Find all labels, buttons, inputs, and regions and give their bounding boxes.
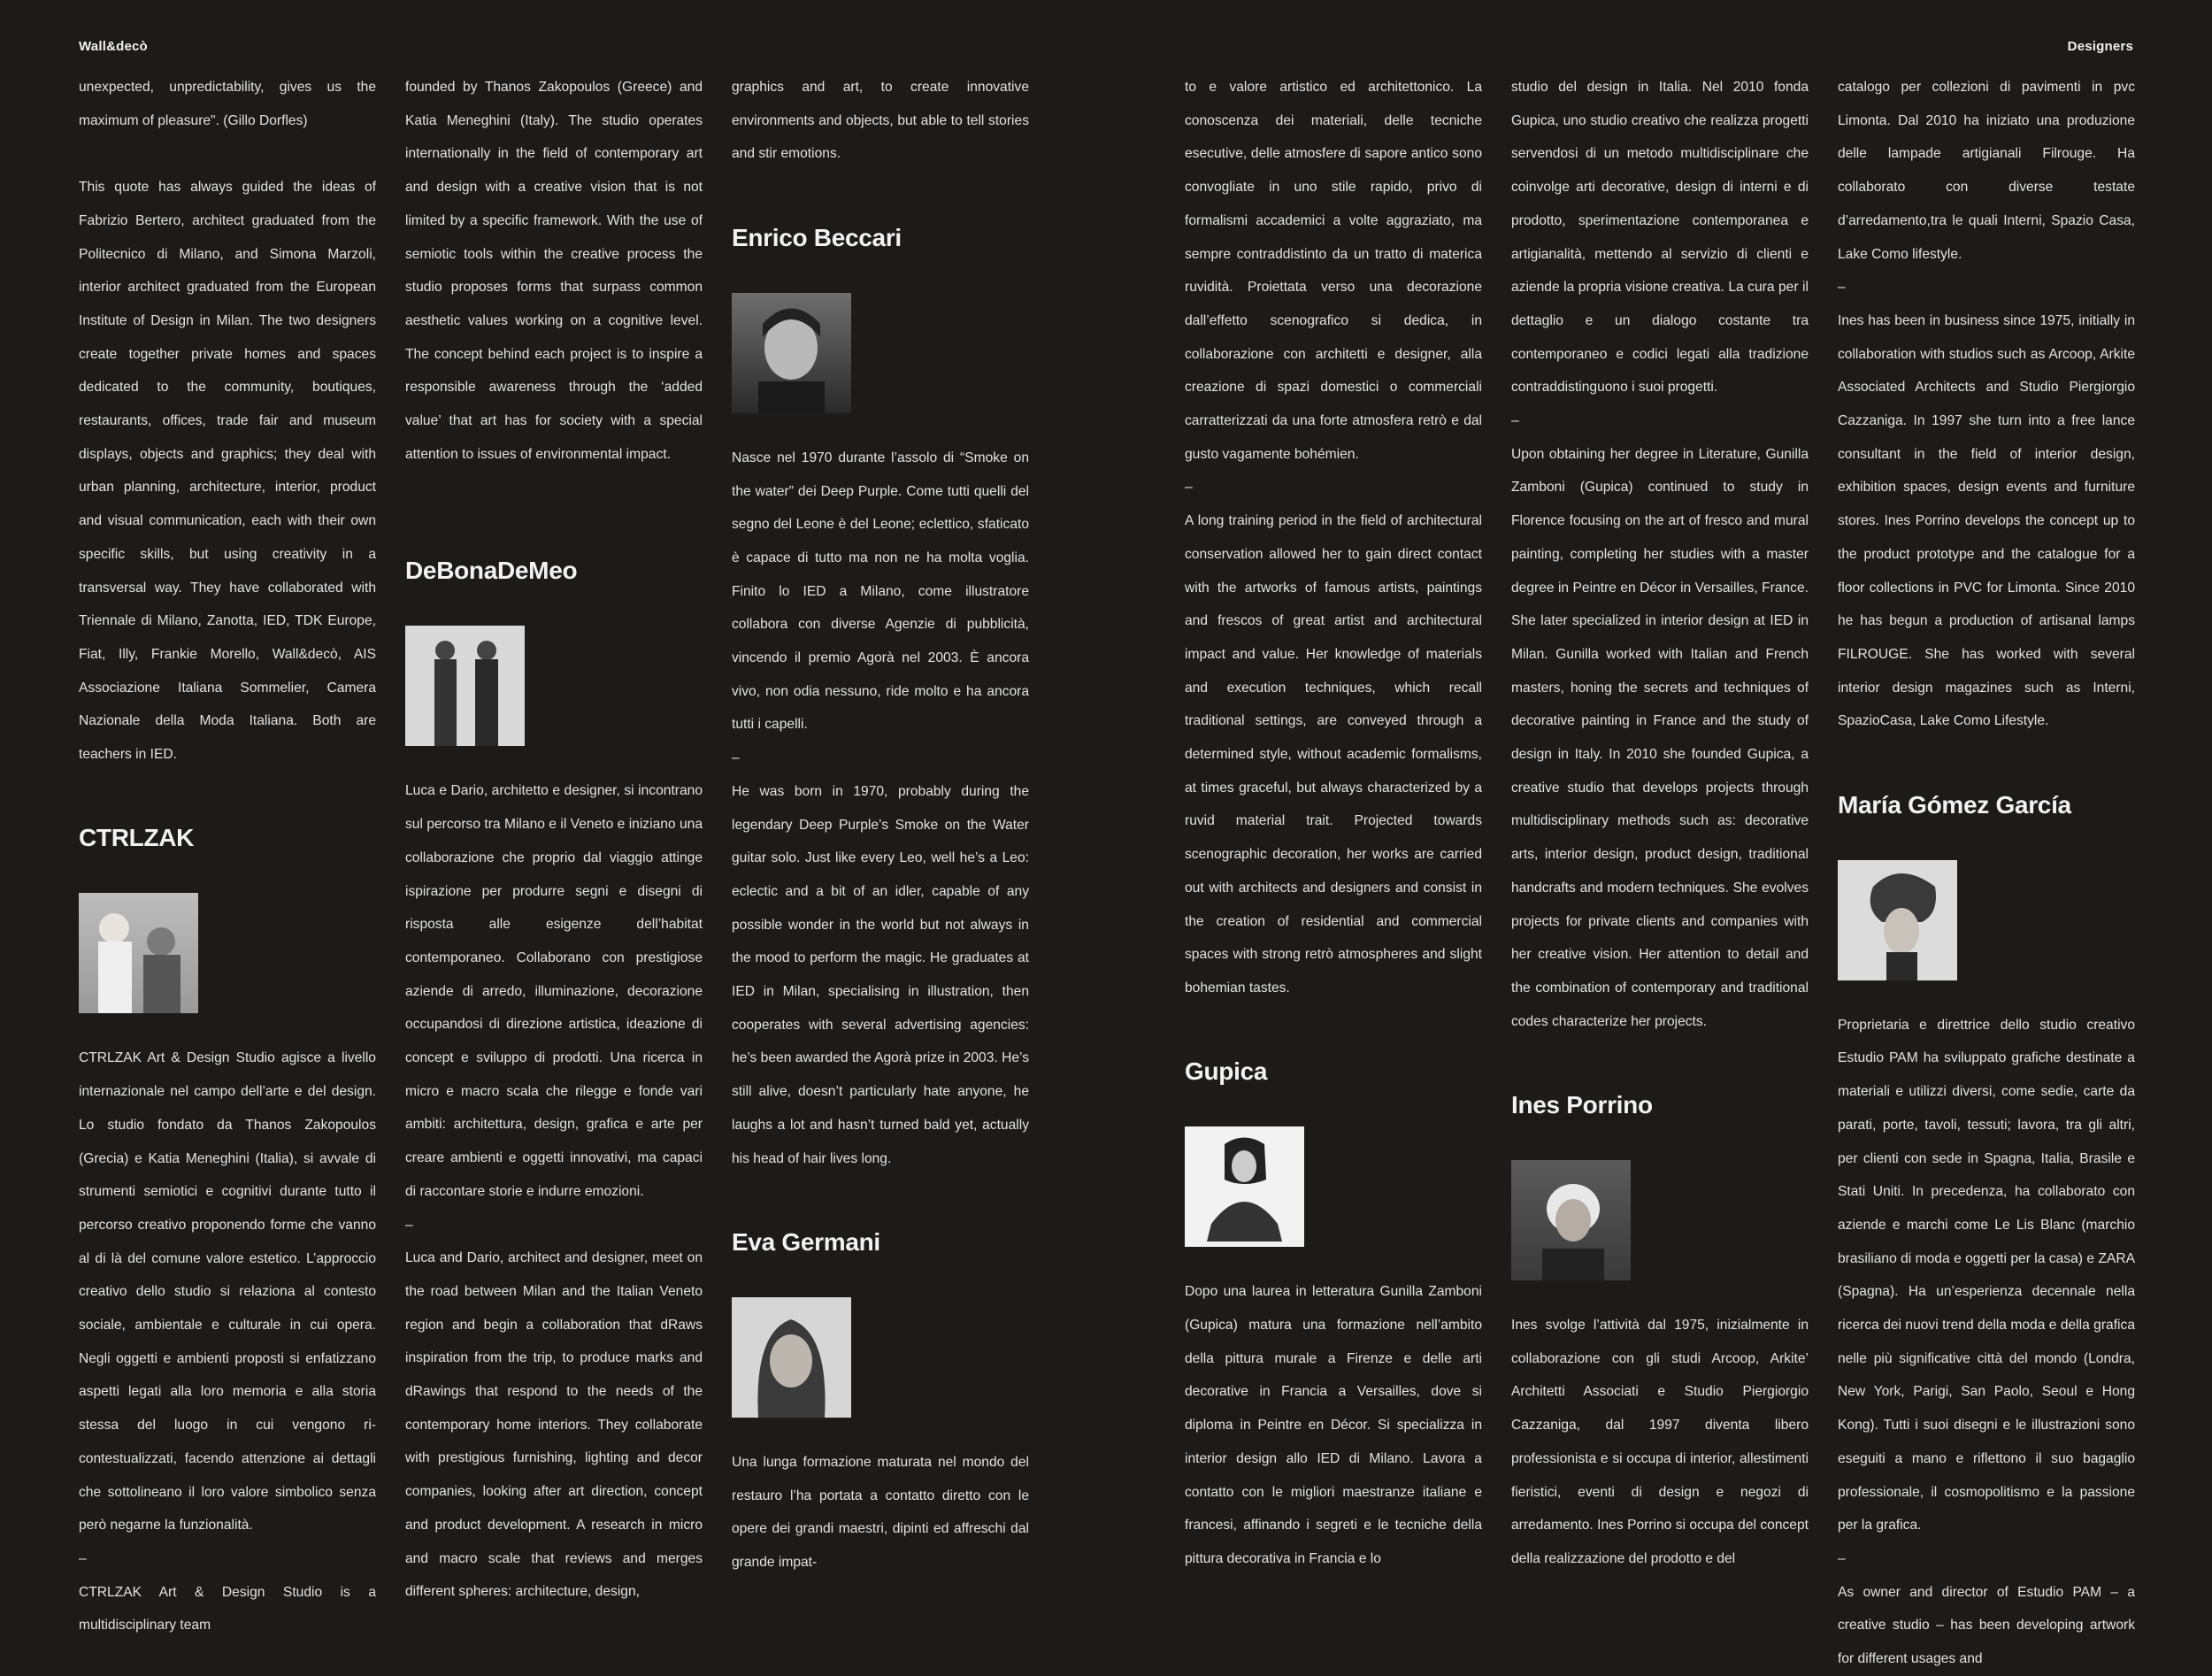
designer-photo [1185, 1126, 1304, 1247]
paragraph: Ines svolge l’attività dal 1975, inizialmente in collaborazione con gli studi Arcoop, Arkite’ Architetti Associati e Studio Piergiorgio Cazzaniga, dal 1997 diventa libero professionista e si occupa di interior, allestimenti fieristici, eventi di design e negozi di arredamento. Ines Porrino si occupa del concept della realizzazione del prodotto e del [1511, 1318, 1809, 1566]
paragraph: catalogo per collezioni di pavimenti in pvc Limonta. Dal 2010 ha iniziato una produzione delle lampade artigianali Filrouge. Ha collaborato con diverse testate d’arredamento,tra le quali Interni, Spazio Casa, Lake Como lifestyle. [1838, 80, 2135, 262]
designer-photo [1838, 860, 1957, 980]
paragraph: graphics and art, to create innovative environments and objects, but able to tell stories and stir emotions. [732, 80, 1029, 162]
paragraph: unexpected, unpredictability, gives us the maximum of pleasure". (Gillo Dorfles) [79, 80, 376, 128]
column-2 [405, 71, 703, 1609]
designer-name-debonademeo: DeBonaDeMeo [405, 557, 578, 585]
paragraph: Proprietaria e direttrice dello studio creativo Estudio PAM ha sviluppato grafiche destinate a materiali e utilizzi diversi, come sedie, carte da parati, porte, tavoli, tessuti; lavora, tra gli altri, per clienti con sede in Spagna, Italia, Brasile e Stati Uniti. In precedenza, ha collaborato con aziende e marchi come Le Lis Blanc (marchio brasiliano di moda e oggetti per la casa) e ZARA (Spagna). Ha un’esperienza decennale nella ricerca dei nuovi trend della moda e della grafica nelle più significative città del mondo (Londra, New York, Parigi, San Paolo, Seoul e Hong Kong). Tutti i suoi disegni e le illustrazioni sono eseguiti a mano e riflettono il suo bagaglio professionale, il cosmopolitismo e la passione per la grafica. [1838, 1017, 2135, 1534]
paragraph: Ines has been in business since 1975, initially in collaboration with studios such as Arcoop, Arkite Associated Architects and Studio Piergiorgio Cazzaniga. In 1997 she turn into a free lance consultant in the field of interior design, exhibition spaces, design events and furniture stores. Ines Porrino develops the concept up to the product prototype and the catalogue for a floor collections in PVC for Limonta. Since 2010 he has begun a production of artisanal lamps FILROUGE. She has worked with several interior design magazines such as Interni, SpazioCasa, Lake Como Lifestyle. [1838, 312, 2135, 729]
designer-photo [405, 626, 525, 746]
paragraph: to e valore artistico ed architettonico. La conoscenza dei materiali, delle tecniche esecutive, delle atmosfere di sapore antico sono convogliate in uno stile rapido, privo di formalismi accademici a volte aggraziato, ma sempre contraddistinto da un tratto di materica ruvidità. Proiettata verso una decorazione dall’effetto scenografico si dedica, in collaborazione con architetti e designer, alla creazione di spazi domestici o commerciali carratterizzati da una forte atmosfera retrò e dal gusto vagamente bohémien. [1185, 80, 1482, 462]
section-title: Designers [2067, 39, 2133, 54]
paragraph: CTRLZAK Art & Design Studio agisce a livello internazionale nel campo dell’arte e del design. Lo studio fondato da Thanos Zakopoulos (Grecia) e Katia Meneghini (Italia), si avvale di strumenti semiotici e cognitivi durante tutto il percorso creativo proponendo forme che vanno al di là del comune valore estetico. L’approccio creativo dello studio si relaziona al contesto sociale, ambientale e culturale in cui opera. Negli oggetti e ambienti proposti si enfatizzano aspetti legati alla loro memoria e alla storia stessa del luogo in cui vengono ri-contestualizzati, facendo attenzione ai dettagli che sottolineano il loro valore simbolico senza però negarne la funzionalità. [79, 1050, 376, 1534]
paragraph: studio del design in Italia. Nel 2010 fonda Gupica, uno studio creativo che realizza progetti servendosi di un metodo multidisciplinare che coinvolge arti decorative, design di interni e di prodotto, sperimentazione contemporanea e artigianalità, mettendo al servizio di clienti e aziende la propria visione creativa. La cura per il dettaglio e un dialogo costante tra contemporaneo e codici legati alla tradizione contraddistinguono i suoi progetti. [1511, 80, 1809, 396]
separator-dash: – [1838, 1550, 1846, 1566]
designer-photo [79, 893, 198, 1013]
paragraph: He was born in 1970, probably during the legendary Deep Purple’s Smoke on the Water guitar solo. Just like every Leo, well he’s a Leo: eclectic and a bit of an idler, capable of any possible wonder in the world but not always in the mood to perform the magic. He graduates at IED in Milan, specialising in illustration, then cooperates with several advertising agencies: he’s been awarded the Agorà prize in 2003. He’s still alive, doesn’t particularly hate anyone, he laughs a lot and hasn’t turned bald yet, actually his head of hair lives long. [732, 783, 1029, 1166]
separator-dash: – [79, 1550, 87, 1566]
designer-name-enrico-beccari: Enrico Beccari [732, 223, 902, 251]
column-1 [79, 71, 376, 1642]
designer-name-eva-germani: Eva Germani [732, 1227, 880, 1256]
designer-name-ctrlzak: CTRLZAK [79, 824, 195, 852]
designer-name-ines-porrino: Ines Porrino [1511, 1091, 1653, 1119]
magazine-title: Wall&decò [79, 39, 148, 54]
designer-name-maria-gomez-garcia: María Gómez García [1838, 790, 2071, 819]
designer-photo [732, 1297, 851, 1418]
separator-dash: – [1185, 480, 1193, 496]
designer-photo [732, 293, 851, 413]
separator-dash: – [732, 750, 740, 766]
paragraph: As owner and director of Estudio PAM – a creative studio – has been developing artwork for different usages and [1838, 1584, 2135, 1667]
separator-dash: – [405, 1217, 413, 1233]
paragraph: Una lunga formazione maturata nel mondo del restauro l’ha portata a contatto diretto con le opere dei grandi maestri, dipinti ed affreschi dal grande impat- [732, 1454, 1029, 1571]
separator-dash: – [1838, 280, 1846, 296]
paragraph: Dopo una laurea in letteratura Gunilla Zamboni (Gupica) matura una formazione nell’ambito della pittura murale a Firenze e delle arti decorative in Francia a Versailles, dove si diploma in Peintre en Décor. Si specializza in interior design allo IED di Milano. Lavora a contatto con le migliori maestranze italiane e francesi, affinando i segreti e le tecniche della pittura decorativa in Francia e lo [1185, 1284, 1482, 1566]
paragraph: A long training period in the field of architectural conservation allowed her to gain direct contact with the artworks of famous artists, paintings and frescos of great artist and architectural impact and value. Her knowledge of materials and execution techniques, which recall traditional settings, are conveyed through a determined style, without academic formalisms, at times graceful, but always characterized by a ruvid material trait. Projected towards scenographic decoration, her works are carried out with architects and designers and consist in the creation of residential and commercial spaces with strong retrò atmospheres and slight bohemian tastes. [1185, 513, 1482, 996]
column-5 [1511, 71, 1809, 1576]
paragraph: This quote has always guided the ideas of Fabrizio Bertero, architect graduated from the Politecnico di Milano, and Simona Marzoli, interior architect graduated from the European Institute of Design in Milan. The two designers create together private homes and spaces dedicated to the community, boutiques, restaurants, offices, trade fair and museum displays, objects and graphics; they deal with urban planning, architecture, interior, product and visual communication, each with their own specific skills, but using creativity in a transversal way. They have collaborated with Triennale di Milano, Zanotta, IED, TDK Europe, Fiat, Illy, Frankie Morello, Wall&decò, AIS Associazione Italiana Sommelier, Camera Nazionale della Moda Italiana. Both are teachers in IED. [79, 180, 376, 763]
paragraph: CTRLZAK Art & Design Studio is a multidisciplinary team [79, 1584, 376, 1634]
paragraph: Nasce nel 1970 durante l’assolo di “Smoke on the water” dei Deep Purple. Come tutti quelli del segno del Leone è del Leone; eclettico, sfaticato è capace di tutto ma non ne ha molta voglia. Finito lo IED a Milano, come illustratore collabora con diverse Agenzie di pubblicità, vincendo il premio Agorà nel 2003. È ancora vivo, non odia nessuno, ride molto e ha ancora tutti i capelli. [732, 450, 1029, 733]
column-4 [1185, 71, 1482, 1576]
column-6 [1838, 71, 2135, 1676]
designer-photo [1511, 1160, 1631, 1280]
paragraph: Luca e Dario, architetto e designer, si incontrano sul percorso tra Milano e il Veneto e iniziano una collaborazione che proprio dal viaggio attinge ispirazione per produrre segni e disegni di risposta alle esigenze dell’habitat contemporaneo. Collaborano con prestigiose aziende di arredo, illuminazione, decorazione occupandosi di direzione artistica, ideazione di concept e sviluppo di prodotti. Una ricerca in micro e macro scala che rilegge e fonde vari ambiti: architettura, design, grafica e arte per creare ambienti e oggetti innovativi, ma capaci di raccontare storie e indurre emozioni. [405, 783, 703, 1199]
paragraph: Luca and Dario, architect and designer, meet on the road between Milan and the Italian Veneto region and begin a collaboration that dRaws inspiration from the trip, to produce marks and dRawings that respond to the needs of the contemporary home interiors. They collaborate with prestigious furnishing, lighting and decor companies, looking after art direction, concept and product development. A research in micro and macro scale that reviews and merges different spheres: architecture, design, [405, 1250, 703, 1600]
separator-dash: – [1511, 413, 1519, 429]
paragraph: founded by Thanos Zakopoulos (Greece) and Katia Meneghini (Italy). The studio operates internationally in the field of contemporary art and design with a creative vision that is not limited by a specific framework. With the use of semiotic tools within the creative process the studio proposes forms that surpass common aesthetic values working on a cognitive level. The concept behind each project is to inspire a responsible awareness through the ‘added value’ that art has for society with a special attention to issues of environmental impact. [405, 80, 703, 462]
designer-name-gupica: Gupica [1185, 1057, 1268, 1086]
paragraph: Upon obtaining her degree in Literature, Gunilla Zamboni (Gupica) continued to study in Florence focusing on the art of fresco and mural painting, completing her studies with a master degree in Peintre en Décor in Versailles, France. She later specialized in interior design at IED in Milan. Gunilla worked with Italian and French masters, honing the secrets and techniques of decorative painting in France and the study of design in Italy. In 2010 she founded Gupica, a creative studio that develops projects through multidisciplinary methods such as: decorative arts, interior design, product design, traditional handcrafts and modern techniques. She evolves projects for private clients and companies with her creative vision. Her attention to detail and the combination of contemporary and traditional codes characterize her projects. [1511, 446, 1809, 1029]
column-3 [732, 71, 1029, 1580]
